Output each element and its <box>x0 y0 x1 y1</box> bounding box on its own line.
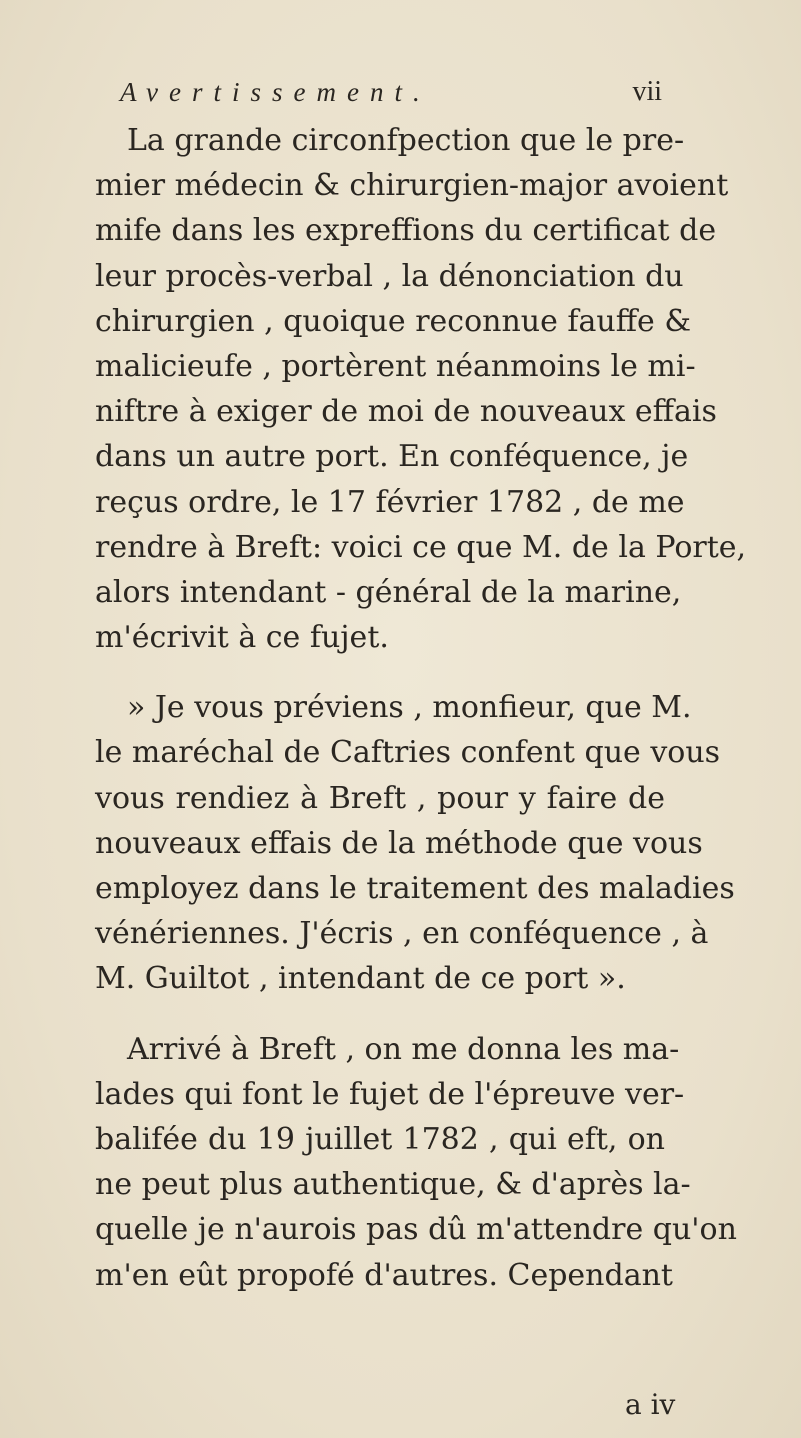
text-line: dans un autre port. En conféquence, je <box>95 439 689 475</box>
text-line: m'en eût propofé d'autres. Cependant <box>95 1257 673 1293</box>
text-line: rendre à Breft: voici ce que M. de la Porte, <box>95 529 747 565</box>
text-line: ne peut plus authentique, & d'après la- <box>95 1167 691 1203</box>
paragraph-2-quotation <box>95 685 735 1001</box>
page-header <box>120 70 662 114</box>
text-line: reçus ordre, le 17 février 1782 , de me <box>95 484 685 520</box>
text-line: niftre à exiger de moi de nouveaux effais <box>95 394 717 430</box>
text-line: chirurgien , quoique reconnue fauffe & <box>95 303 692 339</box>
page-body <box>95 118 747 1298</box>
paragraph-1 <box>95 118 747 660</box>
text-line: vénériennes. J'écris , en conféquence , à <box>95 916 709 952</box>
text-line: malicieufe , portèrent néanmoins le mi- <box>95 348 696 384</box>
text-line: nouveaux effais de la méthode que vous <box>95 825 703 861</box>
text-line: vous rendiez à Breft , pour y faire de <box>95 780 665 816</box>
paragraph-3 <box>95 1027 737 1298</box>
page-number: vii <box>632 76 662 107</box>
text-line: Arrivé à Breft , on me donna les ma- <box>127 1031 680 1067</box>
text-line: » Je vous préviens , monfieur, que M. <box>127 690 692 726</box>
text-line: La grande circonfpection que le pre- <box>127 123 685 158</box>
text-line: m'écrivit à ce fujet. <box>95 620 389 656</box>
running-title: Avertissement. <box>120 77 431 107</box>
signature-mark: a iv <box>625 1388 676 1421</box>
text-line: M. Guiltot , intendant de ce port ». <box>95 961 626 997</box>
text-line: leur procès-verbal , la dénonciation du <box>95 258 684 294</box>
text-line: balifée du 19 juillet 1782 , qui eft, on <box>95 1121 665 1157</box>
text-line: employez dans le traitement des maladies <box>95 871 735 906</box>
text-line: le maréchal de Caftries confent que vous <box>95 735 721 771</box>
text-line: mier médecin & chirurgien-major avoient <box>95 168 729 204</box>
text-line: alors intendant - général de la marine, <box>95 574 682 610</box>
text-line: mife dans les expreffions du certificat de <box>95 213 717 249</box>
text-line: quelle je n'aurois pas dû m'attendre qu'on <box>95 1212 737 1248</box>
text-line: lades qui font le fujet de l'épreuve ver- <box>95 1076 685 1112</box>
